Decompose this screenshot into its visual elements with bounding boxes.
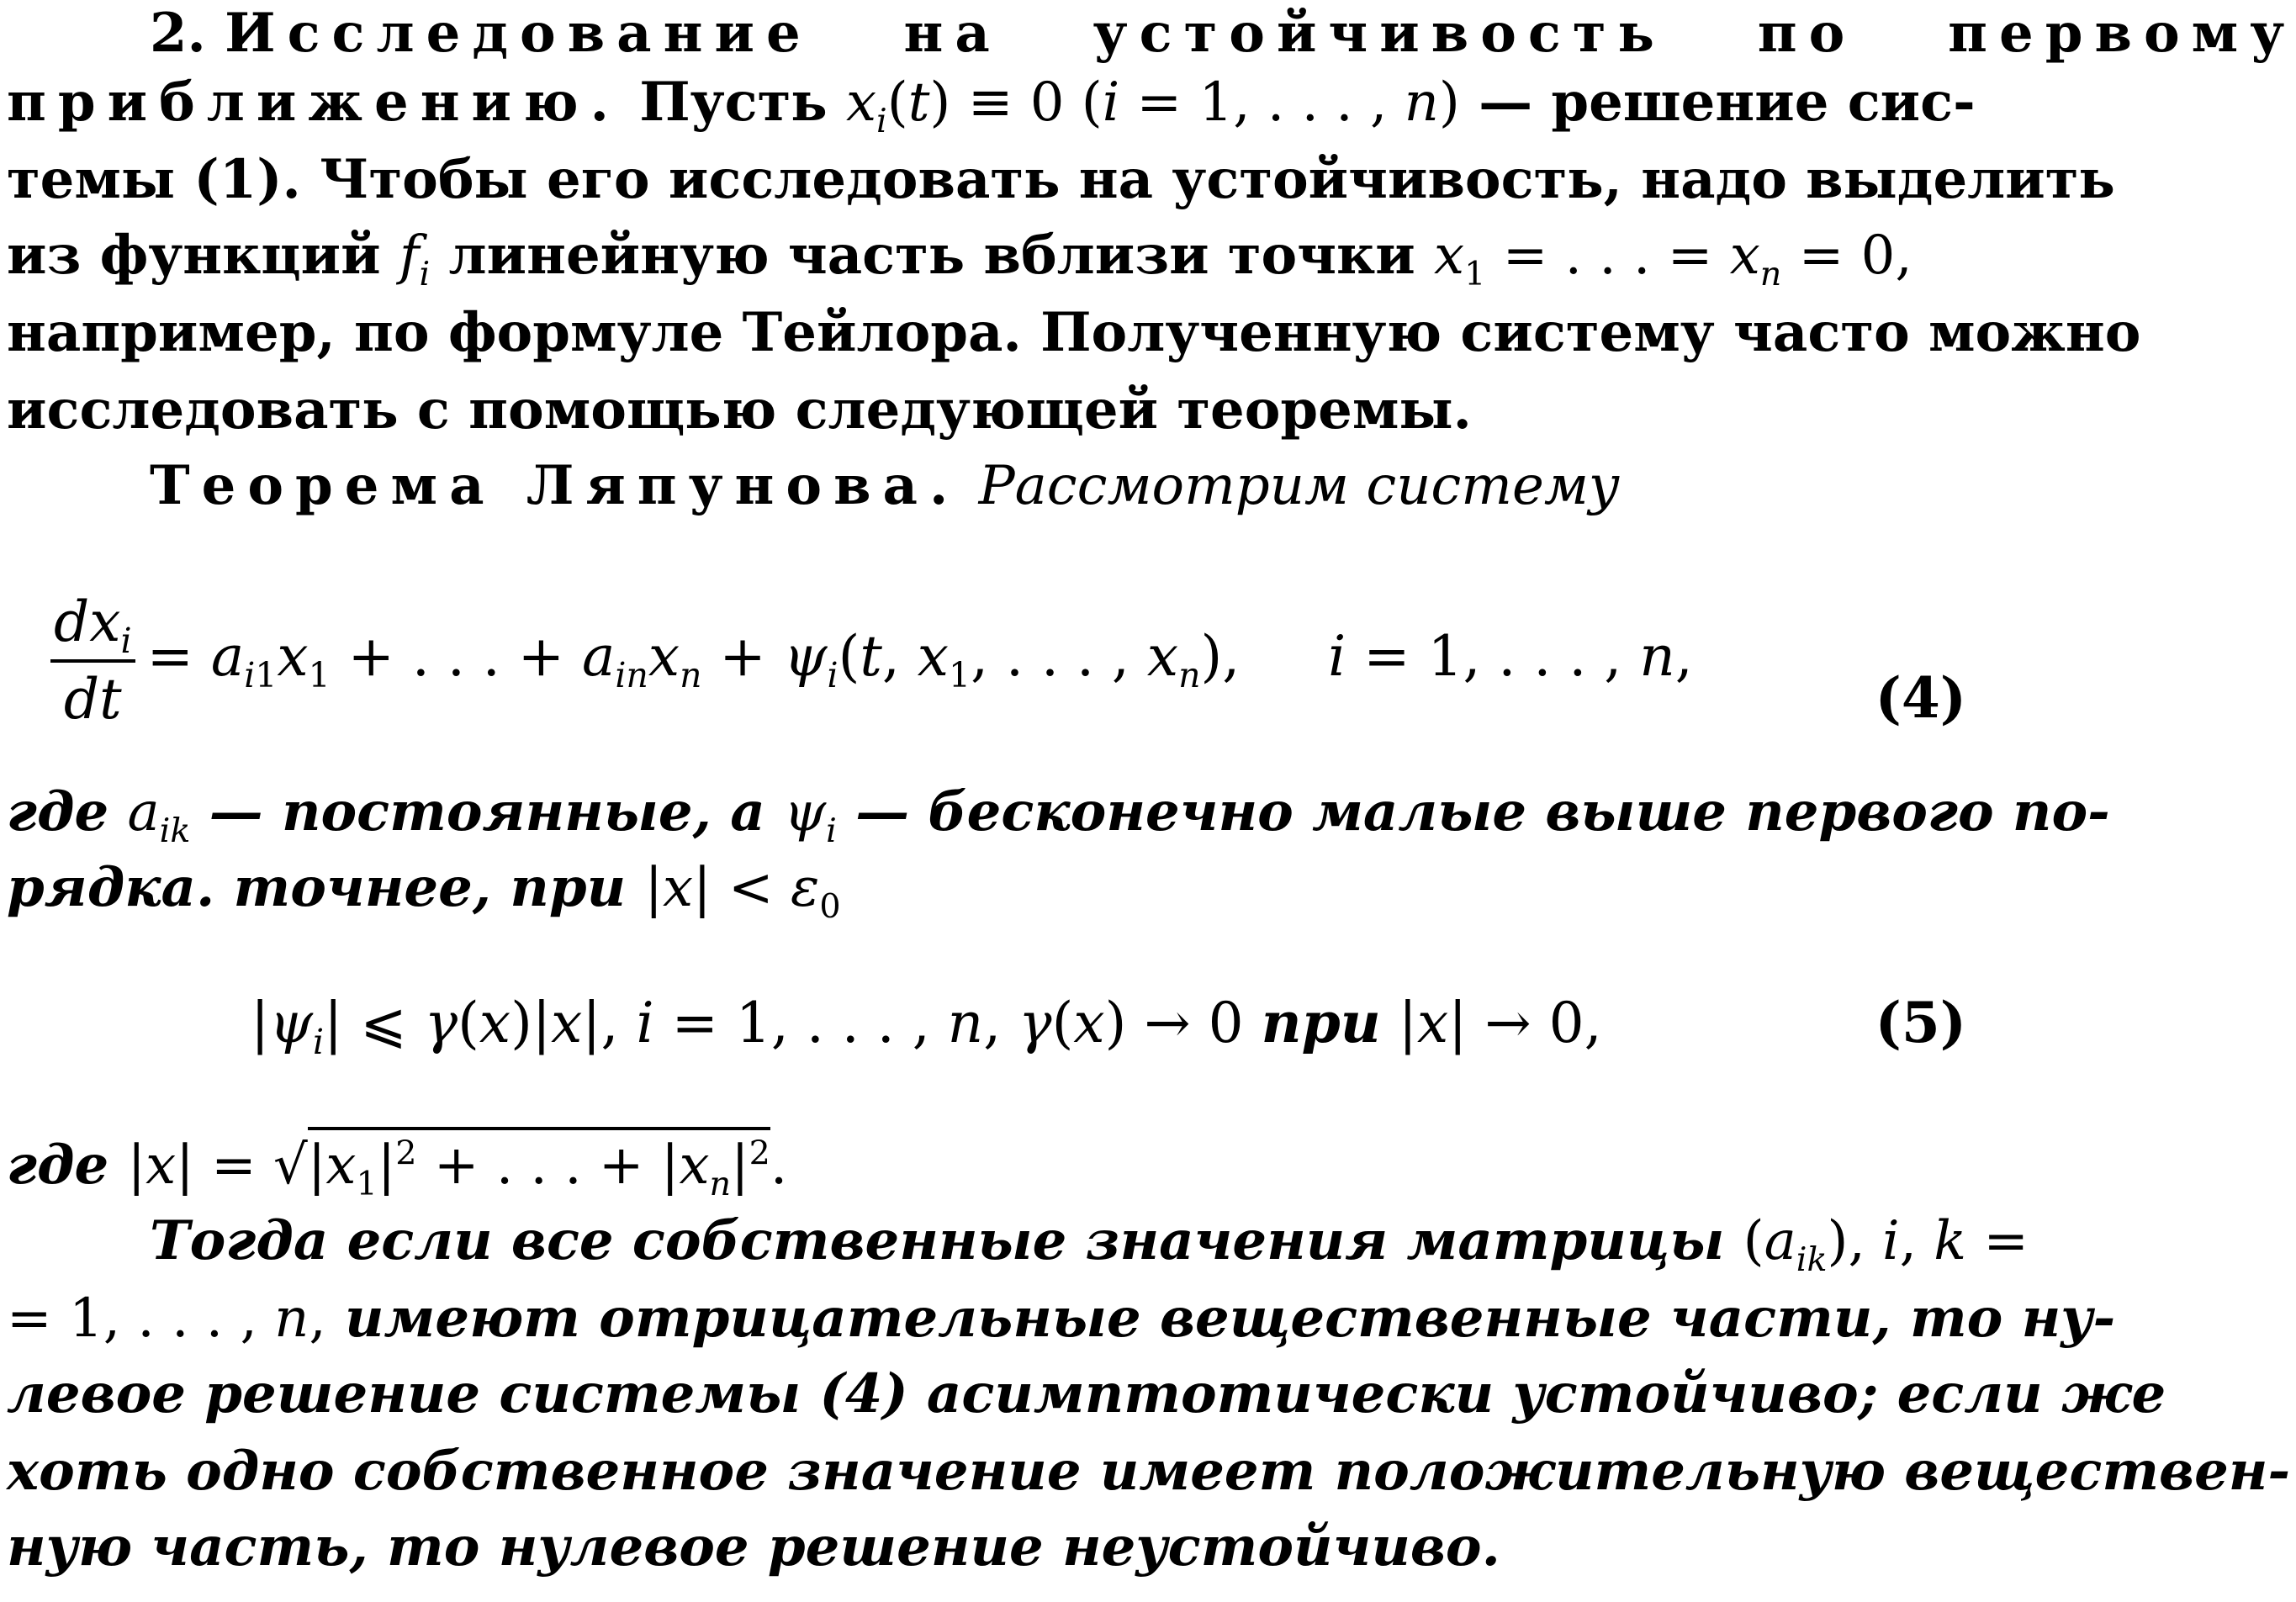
formula-point: $x_1$ = . . . = $x_n = 0$,	[1434, 225, 1912, 293]
paragraph-1-line-1	[7, 0, 2296, 72]
where-norm-text: где	[7, 1134, 109, 1197]
intro-text: Пусть	[639, 71, 828, 134]
where-text: где	[7, 780, 109, 843]
theorem-heading-line	[7, 447, 1966, 525]
equation-5-word: при	[1261, 990, 1381, 1055]
paragraph-1-line-6: исследовать с помощью следующей теоремы.	[7, 378, 1472, 441]
formula-psi-i: $\psi_i$	[783, 781, 837, 850]
paragraph-1-line-2	[7, 64, 1976, 141]
conclusion-line-5: ную часть, то нулевое решение неустойчиво.	[7, 1515, 1500, 1578]
section-heading-part-2: приближению.	[7, 71, 621, 134]
equation-4-number: (4)	[1875, 665, 1966, 731]
paragraph-1-line-4	[7, 217, 1966, 294]
formula-matrix-aik: $(a_{ik})$, i, k =	[1743, 1210, 2029, 1279]
conclusion-line-3: левое решение системы (4) асимптотически устойчиво; если же	[7, 1362, 2166, 1425]
formula-fi: $f_i$	[399, 225, 431, 293]
equation-4	[7, 589, 1966, 733]
text-linear-part: линейную часть вблизи точки	[448, 224, 1415, 287]
paragraph-1-line-5: например, по формуле Тейлора. Полученную систему часто можно	[7, 301, 2141, 364]
conclusion-line-1	[7, 1203, 2029, 1280]
text-infinitesimal: — бесконечно малые выше первого по-	[855, 780, 2110, 843]
text-from-functions: из функций	[7, 224, 381, 287]
formula-aik: $a_{ik}$	[127, 781, 191, 850]
formula-norm: $|x| = √|x_1|^2$ + . . . + $|x_n|^2$.	[128, 1134, 788, 1197]
equation-5-number: (5)	[1875, 990, 1966, 1055]
formula-x-less-eps: $|x| < \varepsilon_0$	[644, 857, 841, 926]
section-number: 2.	[150, 2, 206, 65]
intro-text-2: — решение сис-	[1479, 71, 1976, 134]
section-heading-part-1: Исследование на устойчивость по первому	[225, 2, 2296, 65]
conclusion-line-4: хоть одно собственное значение имеет положительную веществен-	[7, 1440, 2290, 1503]
paragraph-1-line-3: темы (1). Чтобы его исследовать на устойчивость, надо выделить	[7, 148, 2115, 211]
equation-5-formula: $|\psi_i|$ ⩽ γ(x)|x|, i = 1, . . . , n, γ(x) → 0 при |x| → 0,	[251, 990, 1602, 1063]
formula-xi-zero: $x_i(t) \equiv 0$ (i = 1, . . . , n)	[845, 71, 1460, 140]
theorem-line-where-1	[7, 774, 2110, 851]
theorem-line-where-2	[7, 849, 1966, 927]
equation-4-formula: $\frac{dx_i}{dt}$ = $a_{i1}x_1$ + . . . + $a_{in}x_n + \psi_i(t$, $x_1$, . . . , $x_n$), i = 1, . . . , n,	[7, 624, 1693, 689]
formula-range-n: = 1, . . . , n,	[7, 1287, 326, 1350]
conclusion-line-2	[7, 1280, 2116, 1357]
text-constants: — постоянные, а	[209, 780, 765, 843]
theorem-title: Теорема Ляпунова.	[150, 454, 960, 517]
conclusion-text-2: имеют отрицательные вещественные части, то ну-	[344, 1287, 2116, 1350]
theorem-intro: Рассмотрим систему	[978, 455, 1620, 517]
conclusion-text-1: Тогда если все собственные значения матрицы	[150, 1209, 1725, 1272]
text-more-precisely: рядка. точнее, при	[7, 856, 627, 919]
theorem-norm-definition	[7, 1127, 1966, 1204]
